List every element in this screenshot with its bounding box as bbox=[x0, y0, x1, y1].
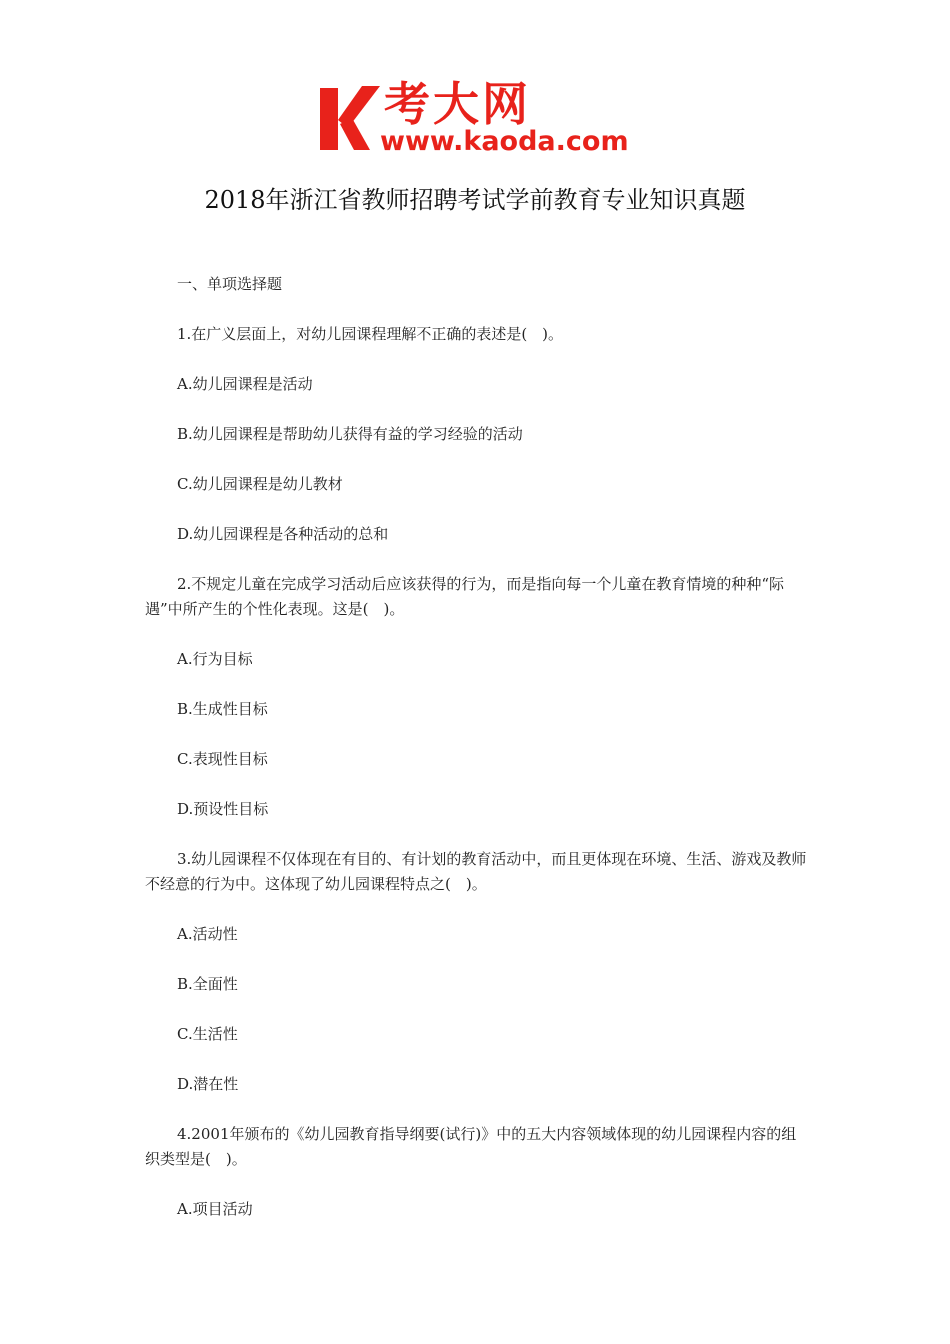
question-option: D.幼儿园课程是各种活动的总和 bbox=[177, 525, 389, 543]
question-option: A.项目活动 bbox=[177, 1200, 253, 1218]
question-option: A.活动性 bbox=[177, 925, 238, 943]
question-option: B.全面性 bbox=[177, 975, 238, 993]
question-stem: 4.2001年颁布的《幼儿园教育指导纲要(试行)》中的五大内容领域体现的幼儿园课程内容的组织类型是( )。 bbox=[145, 1125, 797, 1168]
question-stem: 3.幼儿园课程不仅体现在有目的、有计划的教育活动中，而且更体现在环境、生活、游戏及教师不经意的行为中。这体现了幼儿园课程特点之( )。 bbox=[145, 850, 807, 893]
question-option: B.生成性目标 bbox=[177, 700, 268, 718]
document-title: 2018年浙江省教师招聘考试学前教育专业知识真题 bbox=[204, 186, 746, 214]
question-option: A.行为目标 bbox=[177, 650, 253, 668]
question-stem: 1.在广义层面上，对幼儿园课程理解不正确的表述是( )。 bbox=[177, 325, 564, 343]
question-option: C.幼儿园课程是幼儿教材 bbox=[177, 475, 343, 493]
question-option: C.生活性 bbox=[177, 1025, 238, 1043]
logo-brand-text: 考大网 bbox=[384, 77, 531, 131]
question-option: B.幼儿园课程是帮助幼儿获得有益的学习经验的活动 bbox=[177, 425, 523, 443]
logo-url-text: www.kaoda.com bbox=[380, 126, 629, 157]
question-option: D.潜在性 bbox=[177, 1075, 239, 1093]
question-option: A.幼儿园课程是活动 bbox=[177, 375, 313, 393]
question-stem: 2.不规定儿童在完成学习活动后应该获得的行为，而是指向每一个儿童在教育情境的种种“际遇”中所产生的个性化表现。这是( )。 bbox=[145, 575, 784, 618]
question-option: D.预设性目标 bbox=[177, 800, 269, 818]
kaoda-logo bbox=[318, 77, 638, 162]
question-option: C.表现性目标 bbox=[177, 750, 268, 768]
document-body bbox=[145, 272, 810, 1222]
section-heading: 一、单项选择题 bbox=[177, 275, 283, 293]
k-logo-icon bbox=[318, 84, 382, 154]
